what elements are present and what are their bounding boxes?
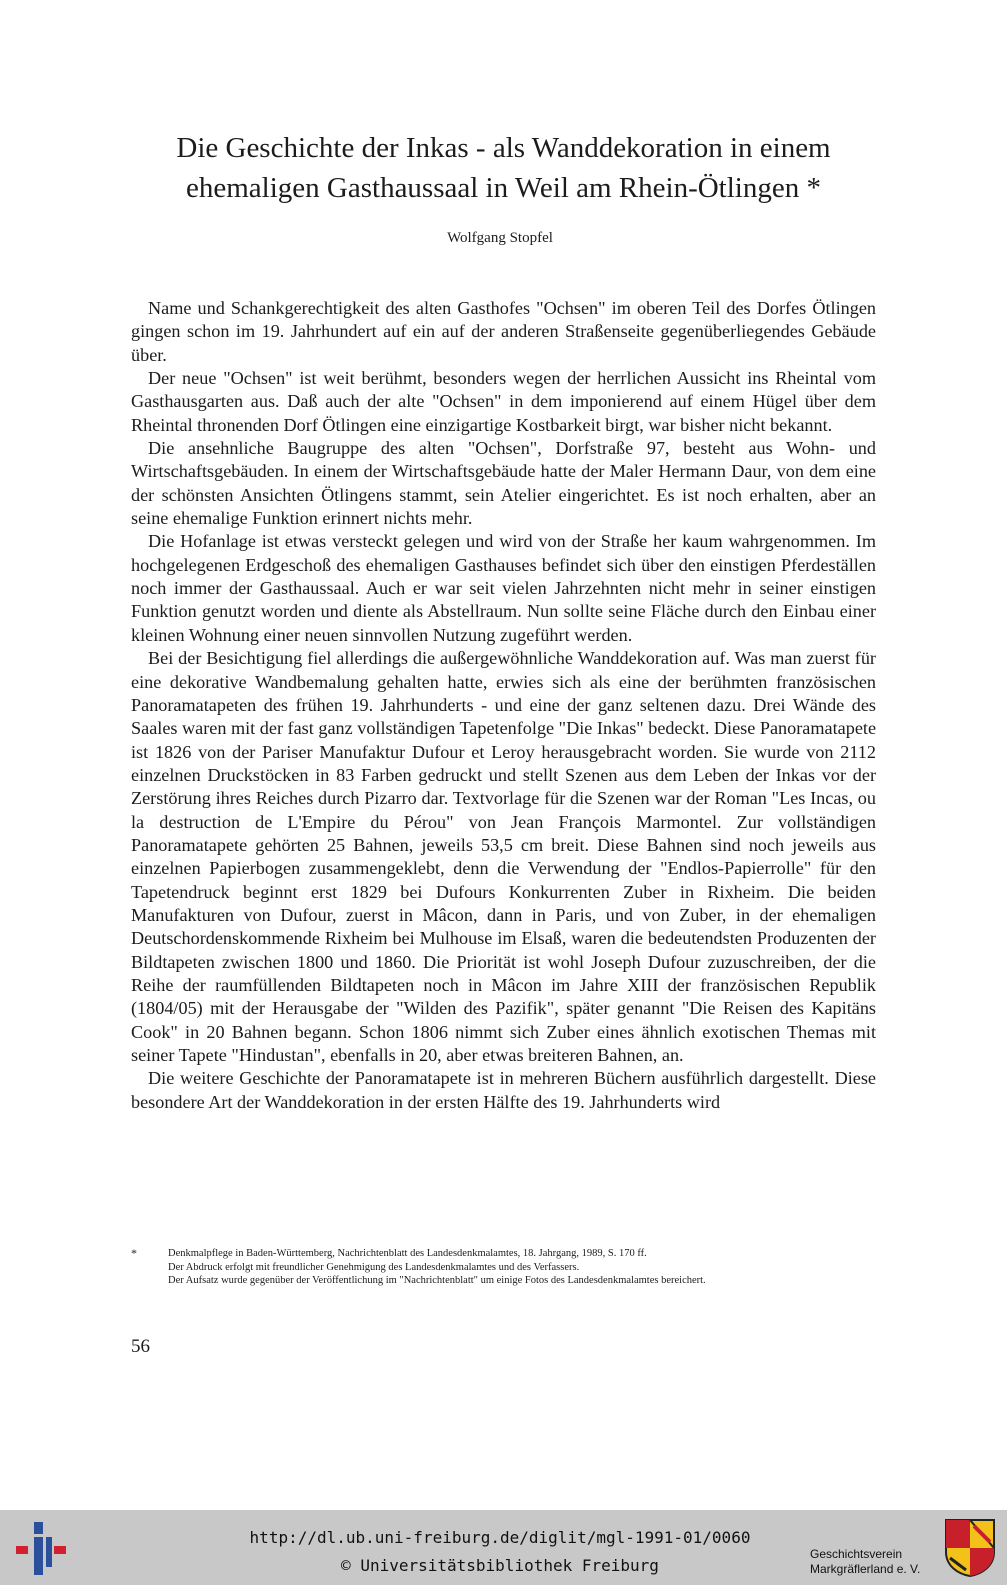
society-line-2: Markgräflerland e. V. [810, 1562, 921, 1576]
footnote-line: Der Aufsatz wurde gegenüber der Veröffentlichung im "Nachrichtenblatt" um einige Fotos des Landesdenkmalamtes bereichert. [168, 1275, 706, 1286]
page-number: 56 [131, 1336, 150, 1357]
paragraph: Die weitere Geschichte der Panoramatapete ist in mehreren Büchern ausführlich dargestellt. Diese besondere Art der Wanddekoration in der ersten Hälfte des 19. Jahrhunderts wird [131, 1068, 876, 1112]
paragraph: Die Hofanlage ist etwas versteckt gelegen und wird von der Straße her kaum wahrgenommen. Im hochgelegenen Erdgeschoß des ehemaligen Gasthauses befindet sich über den einstigen Pferdeställen noch immer der Gasthaussaal. Auch er war seit vielen Jahrzehnten nicht mehr in seiner einstigen Funktion genutzt worden und diente als Abstellraum. Nun sollte seine Fläche durch den Einbau einer kleinen Wohnung einer neuen sinnvollen Nutzung zugeführt werden. [131, 531, 876, 645]
paragraph: Die ansehnliche Baugruppe des alten "Ochsen", Dorfstraße 97, besteht aus Wohn- und Wirtschaftsgebäuden. In einem der Wirtschaftsgebäude hatte der Maler Hermann Daur, von dem eine der schönsten Ansichten Ötlingens stammt, sein Atelier eingerichtet. Es ist noch erhalten, aber an seine ehemalige Funktion erinnert nichts mehr. [131, 438, 876, 529]
article-title [100, 128, 907, 208]
footnote-line: Der Abdruck erfolgt mit freundlicher Genehmigung des Landesdenkmalamtes und des Verfassers. [168, 1261, 580, 1273]
coat-of-arms-icon [944, 1518, 996, 1578]
ub-freiburg-logo-icon[interactable] [16, 1520, 66, 1578]
article-body [131, 297, 876, 1114]
copyright-notice: © Universitätsbibliothek Freiburg [341, 1556, 659, 1575]
footnote-line: Denkmalpflege in Baden-Württemberg, Nachrichtenblatt des Landesdenkmalamtes, 18. Jahrgang, 1989, S. 170 ff. [168, 1248, 647, 1259]
footnote-lines [168, 1247, 888, 1288]
title-line-1: Die Geschichte der Inkas - als Wanddekoration in einem [176, 132, 831, 164]
society-name [810, 1547, 940, 1577]
title-line-2: ehemaligen Gasthaussaal in Weil am Rhein-Ötlingen * [186, 172, 821, 204]
viewer-footer [0, 1510, 1007, 1585]
author-name: Wolfgang Stopfel [447, 230, 553, 246]
society-line-1: Geschichtsverein [810, 1547, 903, 1561]
paragraph: Der neue "Ochsen" ist weit berühmt, besonders wegen der herrlichen Aussicht ins Rheintal vom Gasthausgarten aus. Daß auch der alte "Ochsen" in dem imponierend auf einem Hügel über dem Rheintal thronenden Dorf Ötlingen eine einzigartige Kostbarkeit birgt, war bisher nicht bekannt. [131, 368, 876, 435]
footnote-marker: * [131, 1246, 137, 1260]
paragraph: Name und Schankgerechtigkeit des alten Gasthofes "Ochsen" im oberen Teil des Dorfes Ötlingen gingen schon im 19. Jahrhundert auf ein auf der anderen Straßenseite gegenüberliegendes Gebäude über. [131, 298, 876, 365]
document-url-link[interactable]: http://dl.ub.uni-freiburg.de/diglit/mgl-1991-01/0060 [249, 1528, 751, 1547]
paragraph: Bei der Besichtigung fiel allerdings die außergewöhnliche Wanddekoration auf. Was man zuerst für eine dekorative Wandbemalung gehalten hatte, erwies sich als eine der berühmten französischen Panoramatapeten des frühen 19. Jahrhunderts - und eine der ganz seltenen dazu. Drei Wände des Saales waren mit der fast ganz vollständigen Tapetenfolge "Die Inkas" bedeckt. Diese Panoramatapete ist 1826 von der Pariser Manufaktur Dufour et Leroy herausgebracht worden. Sie wurde von 2112 einzelnen Druckstöcken in 83 Farben gedruckt und stellt Szenen aus dem Leben der Inkas vor der Zerstörung ihres Reiches durch Pizarro dar. Textvorlage für die Szenen war der Roman "Les Incas, ou la destruction de L'Empire du Pérou" von Jean François Marmontel. Zur vollständigen Panoramatapete gehörten 25 Bahnen, jeweils 53,5 cm breit. Diese Bahnen sind noch jeweils aus einzelnen Papierbogen zusammengeklebt, denn die Verwendung der "Endlos-Papierrolle" für den Tapetendruck beginnt erst 1829 bei Dufours Konkurrenten Zuber in Rixheim. Die beiden Manufakturen von Dufour, zuerst in Mâcon, dann in Paris, und von Zuber, in der ehemaligen Deutschordenskommende Rixheim bei Mulhouse im Elsaß, waren die bedeutendsten Produzenten der Bildtapeten zwischen 1800 und 1860. Die Priorität ist wohl Joseph Dufour zuzuschreiben, der die Reihe der raumfüllenden Bildtapeten noch in Mâcon im Jahre XIII der französischen Republik (1804/05) mit der Herausgabe der "Wilden des Pazifik", später genannt "Die Reisen des Kapitäns Cook" in 20 Bahnen begann. Schon 1806 nimmt sich Zuber eines ähnlich exotischen Themas mit seiner Tapete "Hindustan", ebenfalls in 20, aber etwas breiteren Bahnen, an. [131, 648, 877, 1065]
